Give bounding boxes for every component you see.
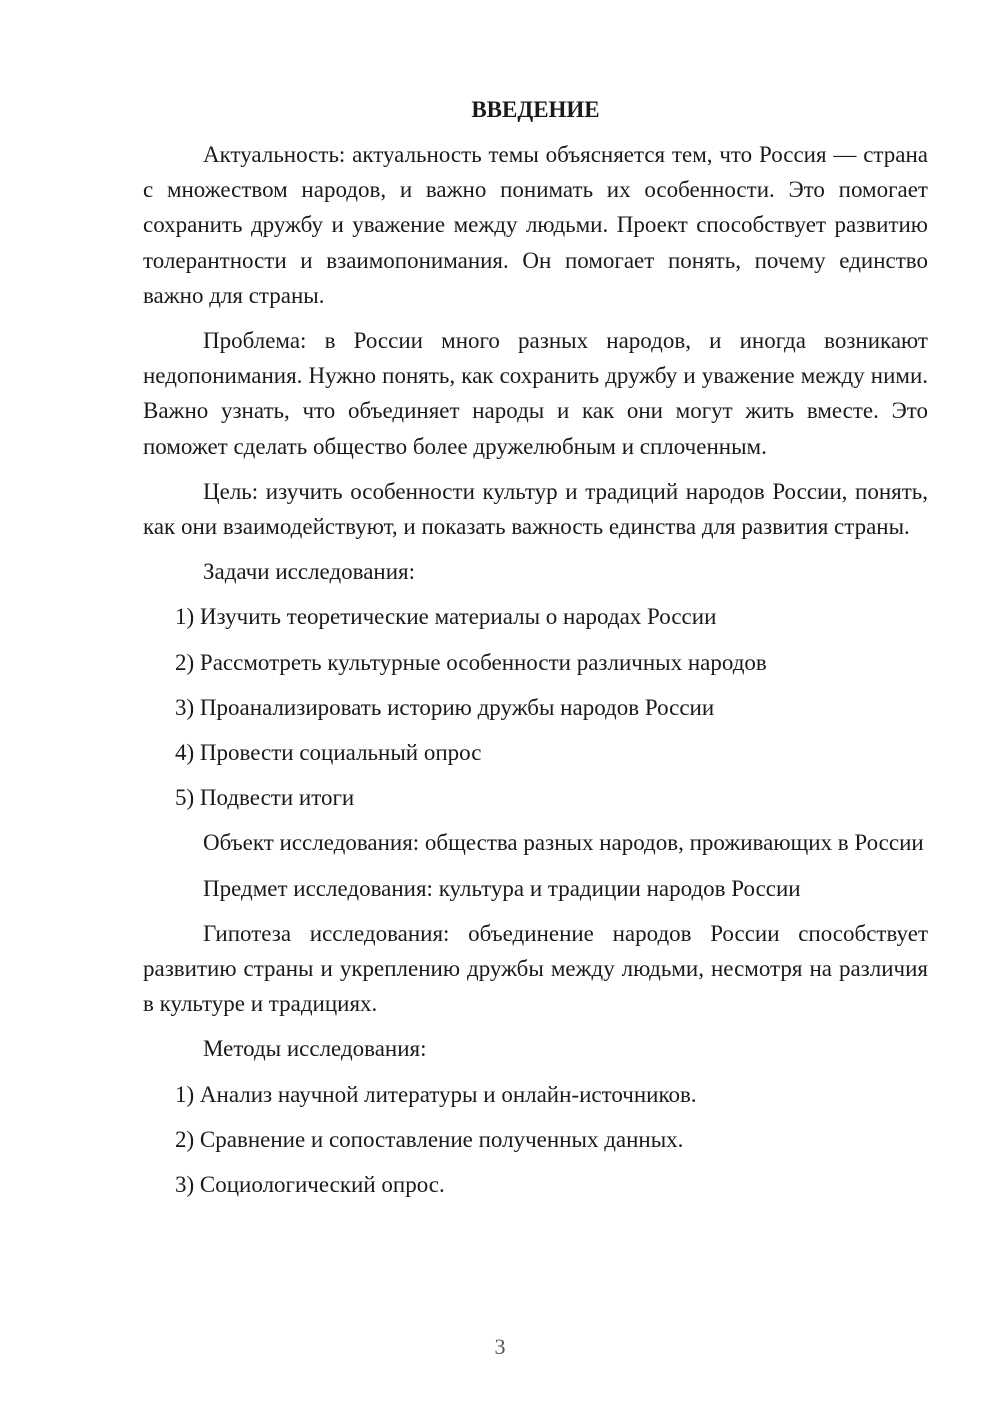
- page-number: 3: [494, 1334, 506, 1359]
- goal-paragraph: Цель: изучить особенности культур и традиций народов России, понять, как они взаимодействуют, и показать важность единства для развития страны.: [143, 478, 928, 540]
- page-title: ВВЕДЕНИЕ: [471, 97, 600, 122]
- methods-list: [143, 1077, 928, 1203]
- tasks-heading: Задачи исследования:: [203, 559, 416, 585]
- list-item: 1) Изучить теоретические материалы о народах России: [175, 604, 717, 630]
- list-item: 3) Проанализировать историю дружбы народов России: [175, 694, 715, 720]
- object-paragraph: Объект исследования: общества разных народов, проживающих в России: [203, 830, 924, 856]
- list-item: 2) Сравнение и сопоставление полученных данных.: [175, 1126, 684, 1152]
- list-item: 3) Социологический опрос.: [175, 1172, 445, 1198]
- tasks-list: [143, 599, 928, 815]
- relevance-paragraph: Актуальность: актуальность темы объясняется тем, что Россия — страна с множеством народов, и важно понимать их особенности. Это помогает сохранить дружбу и уважение между людьми. Проект способствует развитию толерантности и взаимопонимания. Он помогает понять, почему единство важно для страны.: [143, 142, 928, 308]
- document-page: [143, 92, 928, 1212]
- list-item: 5) Подвести итоги: [175, 785, 355, 811]
- subject-paragraph: Предмет исследования: культура и традиции народов России: [203, 875, 801, 901]
- methods-heading: Методы исследования:: [203, 1036, 427, 1062]
- hypothesis-paragraph: Гипотеза исследования: объединение народов России способствует развитию страны и укреплению дружбы между людьми, несмотря на различия в культуре и традициях.: [143, 920, 928, 1017]
- list-item: 2) Рассмотреть культурные особенности различных народов: [175, 649, 767, 675]
- problem-paragraph: Проблема: в России много разных народов, и иногда возникают недопонимания. Нужно понять, как сохранить дружбу и уважение между ними. Важно узнать, что объединяет народы и как они могут жить вместе. Это поможет сделать общество более дружелюбным и сплоченным.: [143, 328, 928, 459]
- list-item: 1) Анализ научной литературы и онлайн-источников.: [175, 1081, 697, 1107]
- list-item: 4) Провести социальный опрос: [175, 740, 482, 766]
